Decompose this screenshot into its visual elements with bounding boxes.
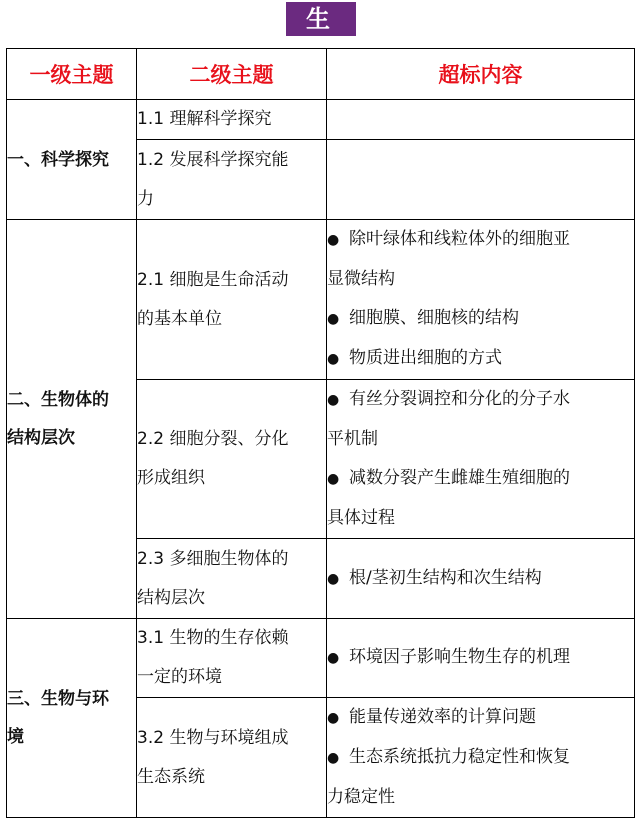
content-bullet-item <box>327 339 634 379</box>
level1-topic-cell <box>7 220 137 619</box>
bullet-icon: ● <box>327 232 340 248</box>
content-bullet-item <box>327 220 634 299</box>
content-bullet-item <box>327 459 634 538</box>
content-line: ● 能量传递效率的计算问题 <box>327 698 634 738</box>
content-line: ● 减数分裂产生雌雄生殖细胞的 <box>327 459 634 499</box>
table-row <box>7 619 635 698</box>
table-row <box>7 100 635 140</box>
content-bullet-item <box>327 698 634 738</box>
level2-topic-text: 1.1 理解科学探究 <box>137 109 272 129</box>
content-line: 力稳定性 <box>327 787 395 807</box>
bullet-icon: ● <box>327 650 340 666</box>
content-cell <box>327 380 635 539</box>
level2-topic-text: 1.2 发展科学探究能 <box>137 149 289 170</box>
content-line: ● 生态系统抵抗力稳定性和恢复 <box>327 738 634 778</box>
bullet-icon: ● <box>327 570 340 587</box>
level1-topic-text: 三、生物与环 <box>7 689 109 709</box>
content-cell <box>327 140 635 220</box>
content-cell <box>327 698 635 818</box>
level2-topic-cell <box>137 380 327 539</box>
header-row <box>7 49 635 100</box>
content-line: 显微结构 <box>327 269 395 289</box>
level2-topic-cell <box>137 220 327 380</box>
level2-topic-text: 结构层次 <box>137 587 205 608</box>
level2-topic-text: 生态系统 <box>137 766 205 787</box>
level1-topic-text: 二、生物体的 <box>7 390 109 410</box>
content-line: ● 除叶绿体和线粒体外的细胞亚 <box>327 220 634 260</box>
level1-topic-text: 一、科学探究 <box>7 149 109 170</box>
level2-topic-text: 2.1 细胞是生命活动 <box>137 269 289 290</box>
bullet-icon: ● <box>327 471 340 487</box>
syllabus-table <box>6 48 635 818</box>
bullet-icon: ● <box>327 750 340 766</box>
table-body <box>7 100 635 818</box>
content-bullet-item <box>327 380 634 459</box>
level1-topic-cell <box>7 100 137 220</box>
bullet-icon: ● <box>327 311 340 327</box>
content-cell <box>327 619 635 698</box>
bullet-icon: ● <box>327 392 340 408</box>
header-content: 超标内容 <box>327 49 635 100</box>
level2-topic-text: 2.3 多细胞生物体的 <box>137 548 289 569</box>
content-line: 具体过程 <box>327 508 395 528</box>
content-line: ● 有丝分裂调控和分化的分子水 <box>327 380 634 420</box>
level2-topic-text: 一定的环境 <box>137 667 222 687</box>
level2-topic-cell <box>137 100 327 140</box>
content-bullet-item <box>327 638 634 678</box>
content-cell <box>327 100 635 140</box>
content-line: ● 环境因子影响生物生存的机理 <box>327 638 634 678</box>
level2-topic-text: 3.1 生物的生存依赖 <box>137 628 289 648</box>
table-row <box>7 220 635 380</box>
content-cell <box>327 539 635 619</box>
content-line: ● 物质进出细胞的方式 <box>327 339 634 379</box>
subject-title: 生 物 <box>286 2 356 36</box>
level2-topic-text: 3.2 生物与环境组成 <box>137 727 289 748</box>
bullet-icon: ● <box>327 710 340 726</box>
level1-topic-cell <box>7 619 137 818</box>
content-line: ● 细胞膜、细胞核的结构 <box>327 299 634 339</box>
level2-topic-text: 2.2 细胞分裂、分化 <box>137 429 289 449</box>
level1-topic-text: 境 <box>7 727 24 747</box>
page-header <box>0 0 640 67</box>
level2-topic-cell <box>137 619 327 698</box>
content-bullet-item <box>327 738 634 817</box>
level1-topic-text: 结构层次 <box>7 428 75 448</box>
level2-topic-cell <box>137 140 327 220</box>
level2-topic-cell <box>137 539 327 619</box>
content-bullet-item <box>327 299 634 339</box>
level2-topic-cell <box>137 698 327 818</box>
content-line: ● 根/茎初生结构和次生结构 <box>327 559 634 599</box>
content-bullet-item <box>327 559 634 599</box>
header-level1: 一级主题 <box>7 49 137 100</box>
level2-topic-text: 的基本单位 <box>137 308 222 329</box>
content-line: 平机制 <box>327 429 378 449</box>
level2-topic-text: 形成组织 <box>137 468 205 488</box>
level2-topic-text: 力 <box>137 188 154 209</box>
bullet-icon: ● <box>327 351 340 367</box>
header-level2: 二级主题 <box>137 49 327 100</box>
content-cell <box>327 220 635 380</box>
